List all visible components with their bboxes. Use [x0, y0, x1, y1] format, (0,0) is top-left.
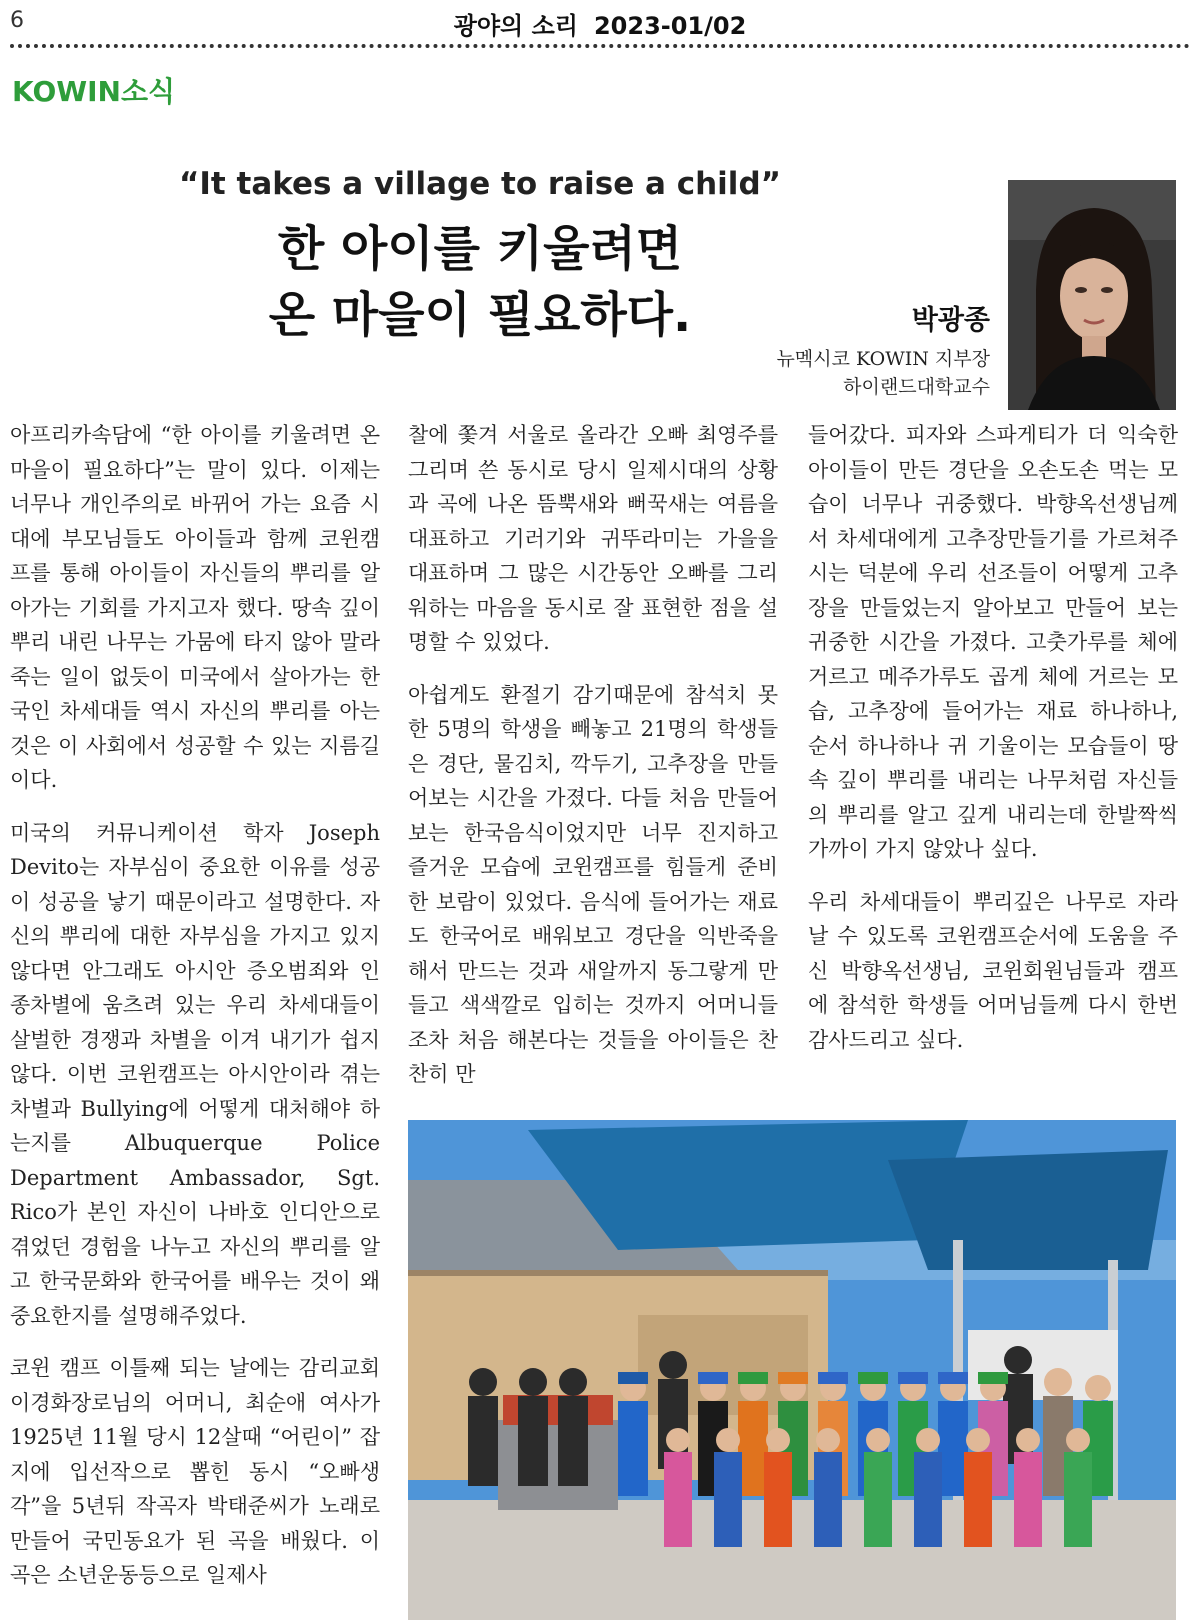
- page-number: 6: [10, 8, 24, 33]
- author-title: 뉴멕시코 KOWIN 지부장: [776, 348, 990, 370]
- article-column-2: [408, 418, 778, 1110]
- article-paragraph: 아쉽게도 환절기 감기때문에 참석치 못한 5명의 학생을 빼놓고 21명의 학생들은 경단, 물김치, 깍두기, 고추장을 만들어보는 시간을 가졌다. 다들 처음 만들어 보는 한국음식이었지만 너무 진지하고 즐거운 모습에 코윈캠프를 힘들게 준비한 보람이 있었다. 음식에 들어가는 재료도 한국어로 배워보고 경단을 익반죽을 해서 만드는 것과 새알까지 동그랗게 만들고 색색깔로 입히는 것까지 어머니들조차 처음 해본다는 것들을 아이들은 찬찬히 만: [408, 682, 778, 1086]
- article-paragraph: 우리 차세대들이 뿌리깊은 나무로 자라날 수 있도록 코윈캠프순서에 도움을 주신 박향옥선생님, 코윈회원님들과 캠프에 참석한 학생들 어머님들께 다시 한번 감사드리고 싶다.: [808, 889, 1178, 1052]
- article-paragraph: 코윈 캠프 이틀째 되는 날에는 감리교회 이경화장로님의 어머니, 최순애 여사가 1925년 11월 당시 12살때 “어린이” 잡지에 입선작으로 뽑힌 동시 “오빠생각”을 5년뒤 작곡자 박태준씨가 노래로 만들어 국민동요가 된 곡을 배웠다. 이 곡은 소년운동등으로 일제사: [10, 1356, 380, 1587]
- article-column-1: [10, 418, 380, 1611]
- issue-date: 2023-01/02: [593, 12, 747, 40]
- author-affiliation: 하이랜드대학교수: [843, 376, 990, 398]
- article-paragraph: 들어갔다. 피자와 스파게티가 더 익숙한 아이들이 만든 경단을 오손도손 먹는 모습이 너무나 귀중했다. 박향옥선생님께서 차세대에게 고추장만들기를 가르쳐주시는 덕분에 우리 선조들이 어떻게 고추장을 만들었는지 알아보고 만들어 보는 귀중한 시간을 가졌다. 고춧가루를 체에 거르고 메주가루도 곱게 체에 거르는 모습, 고추장에 들어가는 재료 하나하나, 순서 하나하나 귀 기울이는 모습들이 땅속 깊이 뿌리를 내리는 나무처럼 자신들의 뿌리를 알고 깊게 내리는데 한발짝씩 가까이 가지 않았나 싶다.: [808, 423, 1178, 861]
- author-byline: [777, 298, 990, 401]
- author-portrait: [1008, 180, 1176, 410]
- article-paragraph: 미국의 커뮤니케이션 학자 Joseph Devito는 자부심이 중요한 이유를 성공이 성공을 낳기 때문이라고 설명한다. 자신의 뿌리에 대한 자부심을 가지고 있지 않다면 안그래도 아시안 증오범죄와 인종차별에 움츠려 있는 우리 차세대들이 살벌한 경쟁과 차별을 이겨 내기가 쉽지 않다. 이번 코윈캠프는 아시안이라 겪는 차별과 Bullying에 어떻게 대처해야 하는지를 Albuquerque Police Department Ambassador, Sgt. Rico가 본인 자신이 나바호 인디안으로 겪었던 경험을 나누고 자신의 뿌리를 알고 한국문화와 한국어를 배우는 것이 왜 중요한지를 설명해주었다.: [10, 820, 380, 1328]
- section-label: KOWIN소식: [12, 75, 176, 108]
- masthead: [0, 6, 1200, 41]
- headline-korean-line-1: 한 아이를 키울려면: [277, 221, 683, 277]
- article-paragraph: 찰에 쫓겨 서울로 올라간 오빠 최영주를 그리며 쓴 동시로 당시 일제시대의 상황과 곡에 나온 뜸뿍새와 뻐꾹새는 여름을 대표하고 기러기와 귀뚜라미는 가을을 대표하며 그 많은 시간동안 오빠를 그리워하는 마음을 동시로 잘 표현한 점을 설명할 수 있었다.: [408, 423, 778, 654]
- camp-group-photo: [408, 1120, 1176, 1620]
- author-name: 박광종: [911, 305, 990, 336]
- article-column-3: [808, 418, 1178, 1075]
- headline-korean: [160, 216, 800, 348]
- article-paragraph: 아프리카속담에 “한 아이를 키울려면 온 마을이 필요하다”는 말이 있다. 이제는 너무나 개인주의로 바뀌어 가는 요즘 시대에 부모님들도 아이들과 함께 코윈캠프를 통해 아이들이 자신들의 뿌리를 알아가는 기회를 가지고자 했다. 땅속 깊이 뿌리 내린 나무는 가뭄에 타지 않아 말라 죽는 일이 없듯이 미국에서 살아가는 한국인 차세대들 역시 자신의 뿌리를 아는 것은 이 사회에서 성공할 수 있는 지름길이다.: [10, 423, 380, 792]
- header-divider: [10, 44, 1190, 48]
- publication-name: 광야의 소리: [453, 12, 578, 40]
- headline-english: “It takes a village to raise a child”: [178, 166, 782, 202]
- headline-korean-line-2: 온 마을이 필요하다.: [268, 287, 692, 343]
